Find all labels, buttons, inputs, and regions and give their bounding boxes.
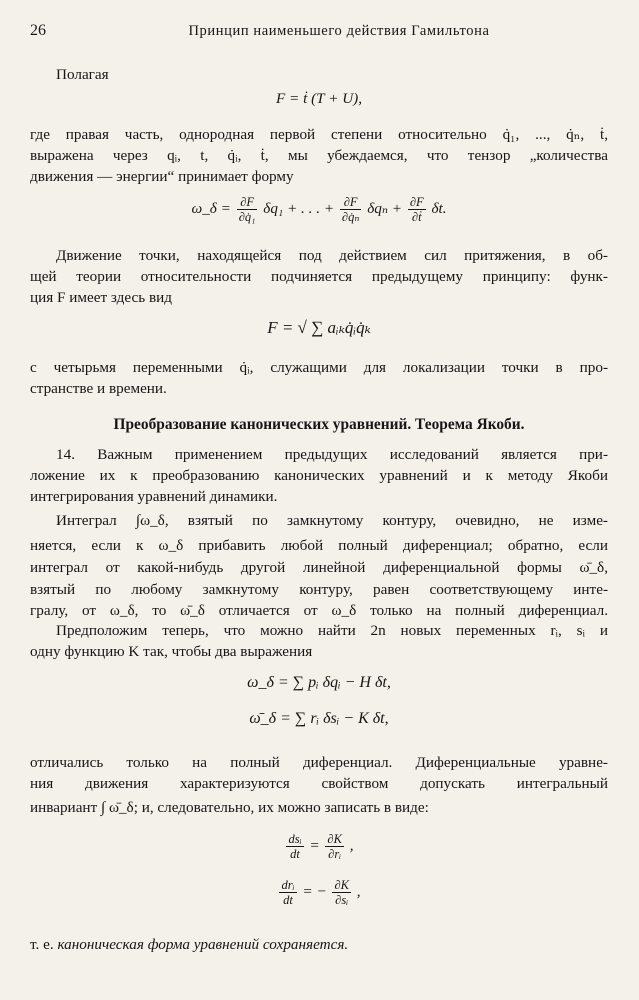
paragraph-6-line-3: интеграл от какой-нибудь другой линейной диференциальной формы ω̄_δ, — [30, 559, 608, 576]
fraction: $\frac{\partial F}{\text{∂q̇₁}}$ — [238, 195, 256, 225]
eq2-term-1: δq₁ + . . . + — [263, 200, 335, 217]
paragraph-5-line-3: интегрирования уравнений динамики. — [30, 488, 278, 505]
paragraph-8-line-2: ния движения характеризуются свойством допускать интегральный — [30, 775, 608, 792]
paragraph-8-line-3: инвариант ∫ ω̄_δ; и, следовательно, их можно записать в виде: — [30, 799, 429, 816]
paragraph-5-line-2: ложение их к преобразованию канонических уравнений и к методу Якоби — [30, 467, 608, 484]
fraction: $\frac{\partial F}{\text{∂ṫ}}$ — [409, 195, 424, 225]
equation-f: F = ṫ (T + U), — [275, 90, 363, 107]
page-header — [30, 22, 608, 42]
page-number: 26 — [30, 22, 46, 39]
eq2-term-2: δqₙ + — [367, 200, 403, 217]
paragraph-2-line-3: движения — энергии“ принимает форму — [30, 168, 294, 185]
paragraph-8-line-1: отличались только на полный диференциал. Диференциальные уравне- — [30, 754, 608, 771]
equation-omega-sum: ω_δ = ∑ pᵢ δqᵢ − H δt, — [247, 674, 391, 691]
fraction: $\frac{\partial K}{\text{∂sᵢ}}$ — [334, 878, 349, 908]
eq2-lhs: ω_δ = — [191, 200, 231, 217]
eq2-term-3: δt. — [431, 200, 447, 217]
fraction: $\frac{\text{drᵢ}}{dt}$ — [281, 878, 295, 908]
eq6-comma: , — [349, 837, 354, 854]
equation-omega-bar-sum: ω̄_δ = ∑ rᵢ δsᵢ − K δt, — [249, 710, 389, 727]
paragraph-polagaya: Полагая — [56, 66, 109, 83]
paragraph-6-line-5: гралу, от ω_δ, то ω̄_δ отличается от ω_δ только на полный диференциал. — [30, 602, 608, 619]
paragraph-9-prefix: т. е. — [30, 936, 54, 953]
paragraph-9-italic: каноническая форма уравнений сохраняется. — [57, 936, 349, 953]
fraction: $\frac{\text{dsᵢ}}{dt}$ — [288, 832, 302, 862]
paragraph-4-line-1: с четырьмя переменными q̇ᵢ, служащими для локализации точки в про- — [30, 359, 608, 376]
eq7-equals: = − — [302, 883, 327, 900]
paragraph-9 — [30, 934, 608, 955]
paragraph-3-line-3: ция F имеет здесь вид — [30, 289, 172, 306]
section-heading: Преобразование канонических уравнений. Теорема Якоби. — [113, 416, 525, 433]
paragraph-7-line-1: Предположим теперь, что можно найти 2n новых переменных rᵢ, sᵢ и — [56, 622, 608, 639]
paragraph-6-line-1: Интеграл ∫ω_δ, взятый по замкнутому контуру, очевидно, не изме- — [56, 512, 608, 529]
equation-ds-dt — [30, 830, 608, 862]
paragraph-2-line-2: выражена через qᵢ, t, q̇ᵢ, ṫ, мы убеждаемся, что тензор „количества — [30, 147, 608, 164]
paragraph-6-line-2: няется, если к ω_δ прибавить любой полный диференциал; обратно, если — [30, 537, 608, 554]
equation-omega — [30, 192, 608, 226]
paragraph-7-line-2: одну функцию K так, чтобы два выражения — [30, 643, 313, 660]
paragraph-5-line-1: 14. Важным применением предыдущих исследований является при- — [56, 446, 608, 463]
fraction: $\frac{\partial K}{\text{∂rᵢ}}$ — [327, 832, 342, 862]
eq7-comma: , — [356, 883, 361, 900]
paragraph-6-line-4: взятый по любому замкнутому контуру, равен соответствующему инте- — [30, 581, 608, 598]
paragraph-2-line-1: где правая часть, однородная первой степени относительно q̇₁, ..., q̇ₙ, ṫ, — [30, 126, 608, 143]
equation-sqrt: F = √ ∑ aᵢₖq̇ᵢq̇ₖ — [267, 318, 371, 337]
eq6-equals: = — [309, 837, 320, 854]
paragraph-3-line-1: Движение точки, находящейся под действием сил притяжения, в об- — [56, 247, 608, 264]
running-title: Принцип наименьшего действия Гамильтона — [188, 23, 490, 39]
equation-dr-dt — [30, 876, 608, 908]
paragraph-3-line-2: щей теории относительности подчиняется предыдущему принципу: функ- — [30, 268, 608, 285]
fraction: $\frac{\partial F}{\text{∂q̇ₙ}}$ — [341, 195, 360, 225]
paragraph-4-line-2: странстве и времени. — [30, 380, 167, 397]
